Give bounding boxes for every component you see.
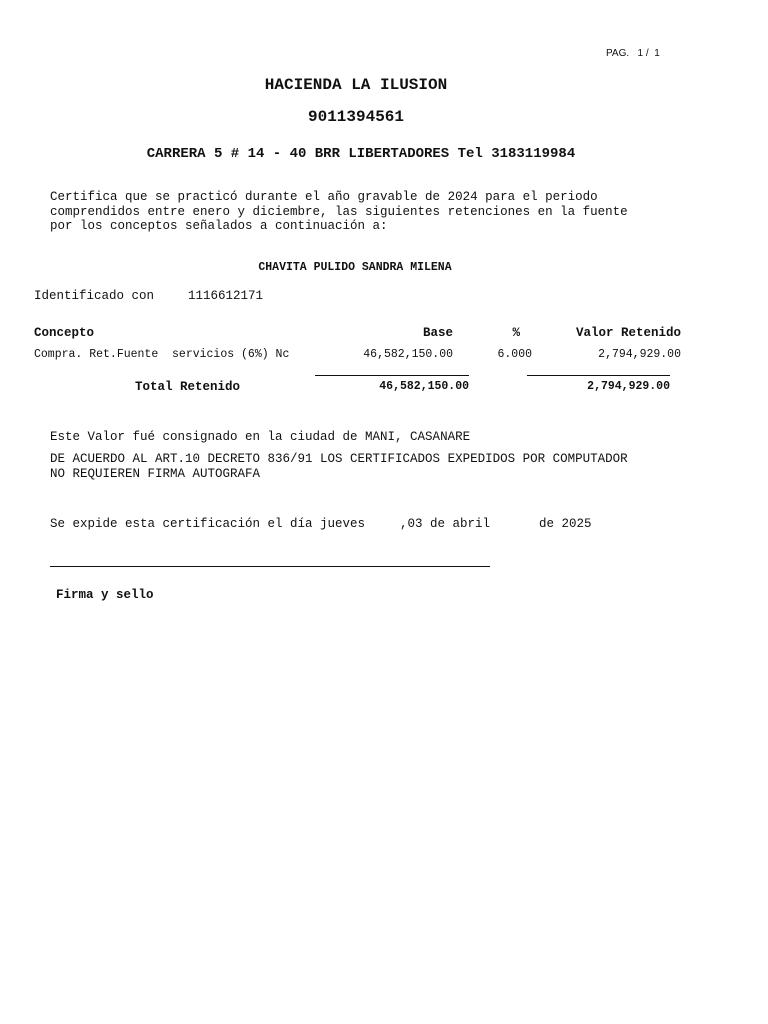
certification-line: Certifica que se practicó durante el año gravable de 2024 para el periodo <box>50 190 598 204</box>
id-label: Identificado con <box>34 289 155 303</box>
total-valor: 2,794,929.00 <box>587 380 670 393</box>
signature-line <box>50 566 490 567</box>
row-concepto: Compra. Ret.Fuente servicios (6%) Nc <box>34 348 290 361</box>
page-separator: / <box>645 48 649 59</box>
consignment-note: Este Valor fué consignado en la ciudad de MANI, CASANARE <box>50 430 471 444</box>
company-name: HACIENDA LA ILUSION <box>264 76 448 94</box>
expedition-text: Se expide esta certificación el día jueves <box>50 517 366 531</box>
certification-text <box>50 190 628 234</box>
legal-note <box>50 452 628 481</box>
page-total: 1 <box>654 48 660 59</box>
row-percent: 6.000 <box>497 348 532 361</box>
certification-line: comprendidos entre enero y diciembre, las siguientes retenciones en la fuente <box>50 204 628 219</box>
header-valor-retenido: Valor Retenido <box>575 326 681 340</box>
total-valor-divider <box>527 375 670 376</box>
total-base-divider <box>315 375 469 376</box>
row-valor: 2,794,929.00 <box>598 348 681 361</box>
total-base: 46,582,150.00 <box>379 380 469 393</box>
signature-label: Firma y sello <box>56 588 154 602</box>
legal-note-line: DE ACUERDO AL ART.10 DECRETO 836/91 LOS CERTIFICADOS EXPEDIDOS POR COMPUTADOR <box>50 452 628 466</box>
beneficiary-name: CHAVITA PULIDO SANDRA MILENA <box>258 261 452 274</box>
expedition-year: de 2025 <box>539 517 592 531</box>
total-label: Total Retenido <box>135 380 241 394</box>
company-nit: 9011394561 <box>307 108 404 126</box>
legal-note-line: NO REQUIEREN FIRMA AUTOGRAFA <box>50 466 261 481</box>
certification-line: por los conceptos señalados a continuación a: <box>50 219 388 233</box>
row-base: 46,582,150.00 <box>363 348 453 361</box>
company-address: CARRERA 5 # 14 - 40 BRR LIBERTADORES Tel 3183119984 <box>146 146 576 162</box>
header-base: Base <box>422 326 453 340</box>
expedition-date: ,03 de abril <box>400 517 491 531</box>
page-indicator <box>606 48 660 59</box>
page-current: 1 <box>637 48 644 59</box>
id-value: 1116612171 <box>188 289 264 303</box>
page-label: PAG. <box>606 48 630 59</box>
header-percent: % <box>512 326 520 340</box>
header-concepto: Concepto <box>34 326 95 340</box>
